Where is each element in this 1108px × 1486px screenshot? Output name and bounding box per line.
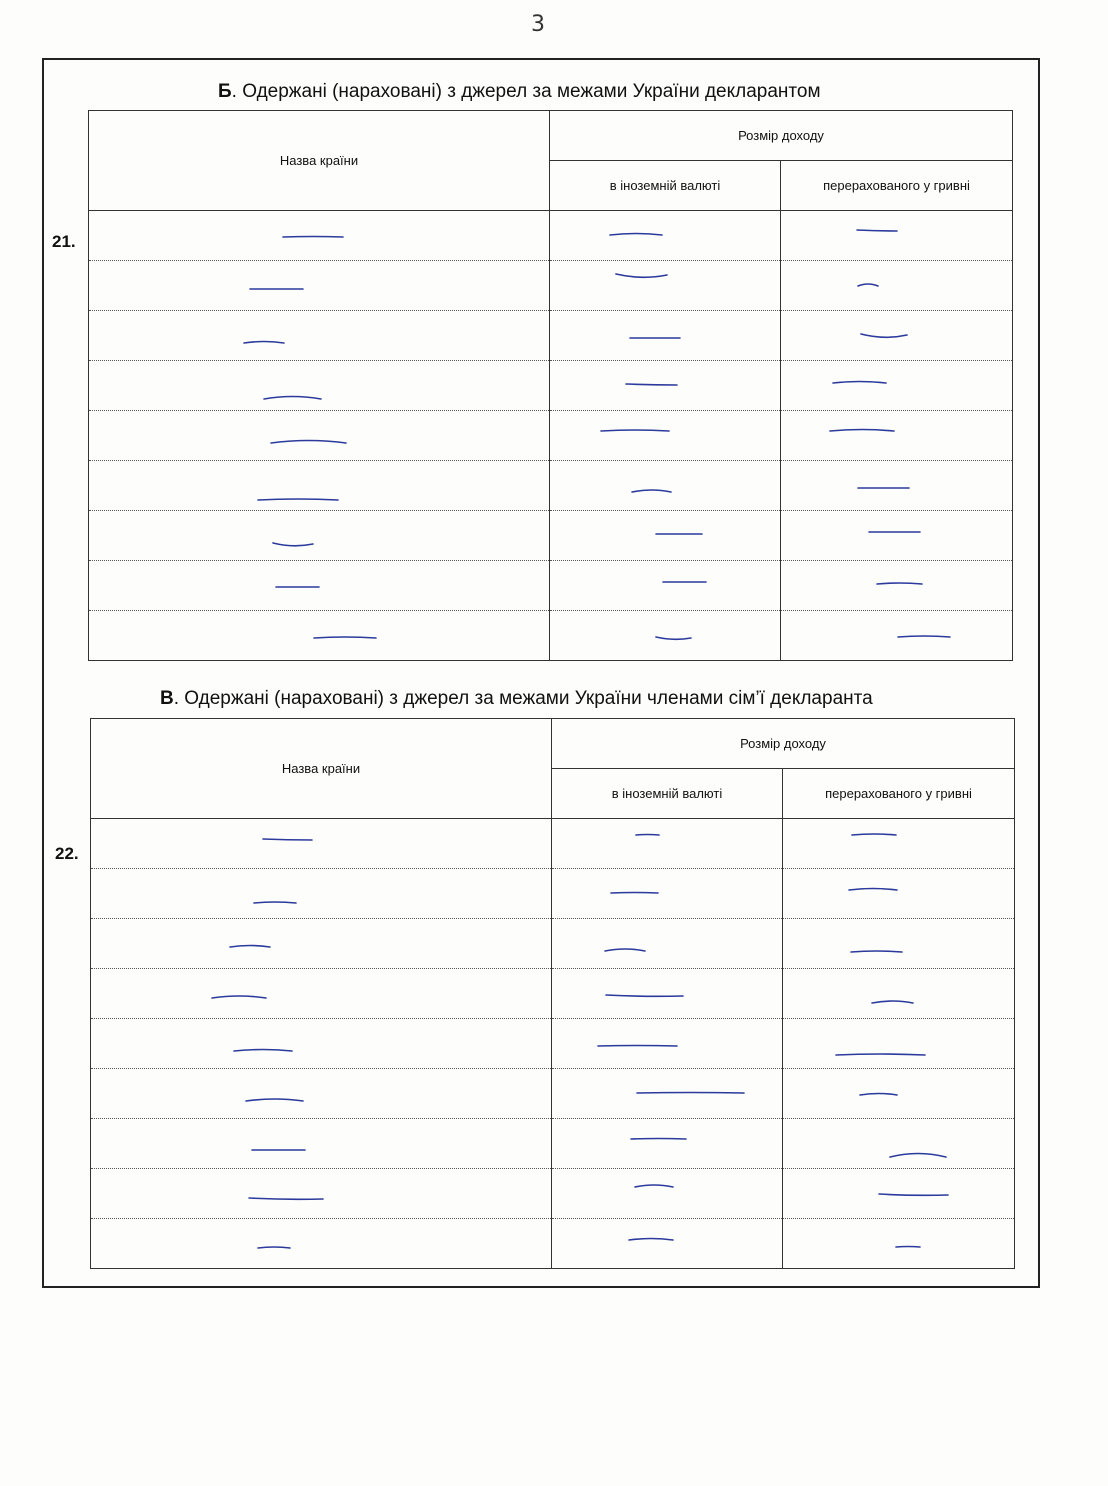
section-b-title <box>218 81 821 103</box>
table-row <box>91 1169 1015 1219</box>
uah-cell <box>783 969 1015 1019</box>
table-row <box>89 511 1013 561</box>
header-income-size: Розмір доходу <box>550 111 1013 161</box>
foreign-currency-cell <box>550 261 781 311</box>
table-row <box>89 411 1013 461</box>
foreign-currency-cell <box>550 211 781 261</box>
header-uah: перерахованого у гривні <box>783 769 1015 819</box>
header-income-size: Розмір доходу <box>552 719 1015 769</box>
foreign-currency-cell <box>552 1119 783 1169</box>
table-row <box>89 261 1013 311</box>
section-v-title-text: . Одержані (нараховані) з джерел за межами України членами сім’ї декларанта <box>173 688 873 709</box>
country-cell <box>89 311 550 361</box>
country-cell <box>91 1069 552 1119</box>
foreign-currency-cell <box>550 361 781 411</box>
foreign-currency-cell <box>552 919 783 969</box>
uah-cell <box>783 919 1015 969</box>
header-foreign-currency: в іноземній валюті <box>550 161 781 211</box>
country-cell <box>89 511 550 561</box>
foreign-currency-cell <box>552 969 783 1019</box>
country-cell <box>89 211 550 261</box>
foreign-currency-cell <box>550 411 781 461</box>
table-row <box>91 1219 1015 1269</box>
foreign-currency-cell <box>552 1169 783 1219</box>
table-row <box>91 1119 1015 1169</box>
uah-cell <box>781 461 1013 511</box>
country-cell <box>89 361 550 411</box>
foreign-currency-cell <box>552 1069 783 1119</box>
uah-cell <box>781 511 1013 561</box>
foreign-currency-cell <box>550 561 781 611</box>
table-row <box>91 819 1015 869</box>
country-cell <box>91 819 552 869</box>
row-number-21: 21. <box>52 232 76 251</box>
uah-cell <box>781 261 1013 311</box>
section-v-letter: В <box>160 688 174 709</box>
uah-cell <box>783 869 1015 919</box>
country-cell <box>89 611 550 661</box>
uah-cell <box>783 819 1015 869</box>
uah-cell <box>781 561 1013 611</box>
uah-cell <box>783 1169 1015 1219</box>
uah-cell <box>781 311 1013 361</box>
country-cell <box>89 561 550 611</box>
country-cell <box>91 869 552 919</box>
uah-cell <box>783 1069 1015 1119</box>
foreign-currency-cell <box>550 461 781 511</box>
uah-cell <box>783 1119 1015 1169</box>
income-table-abroad-family <box>90 718 1015 1269</box>
table-row <box>91 1019 1015 1069</box>
foreign-currency-cell <box>552 1019 783 1069</box>
foreign-currency-cell <box>552 819 783 869</box>
table-row <box>89 211 1013 261</box>
table-row <box>91 869 1015 919</box>
foreign-currency-cell <box>552 869 783 919</box>
header-country-name: Назва країни <box>91 719 552 819</box>
country-cell <box>91 969 552 1019</box>
income-table-abroad-declarant <box>88 110 1013 661</box>
foreign-currency-cell <box>550 611 781 661</box>
section-b-letter: Б <box>218 81 232 102</box>
country-cell <box>91 1019 552 1069</box>
uah-cell <box>781 611 1013 661</box>
uah-cell <box>783 1219 1015 1269</box>
country-cell <box>91 919 552 969</box>
section-b-title-text: . Одержані (нараховані) з джерел за межами України декларантом <box>231 81 821 102</box>
uah-cell <box>781 411 1013 461</box>
country-cell <box>91 1119 552 1169</box>
uah-cell <box>781 361 1013 411</box>
foreign-currency-cell <box>552 1219 783 1269</box>
country-cell <box>89 261 550 311</box>
country-cell <box>91 1219 552 1269</box>
header-uah: перерахованого у гривні <box>781 161 1013 211</box>
country-cell <box>89 461 550 511</box>
uah-cell <box>783 1019 1015 1069</box>
table-row <box>89 561 1013 611</box>
header-country-name: Назва країни <box>89 111 550 211</box>
uah-cell <box>781 211 1013 261</box>
country-cell <box>91 1169 552 1219</box>
foreign-currency-cell <box>550 311 781 361</box>
header-foreign-currency: в іноземній валюті <box>552 769 783 819</box>
table-row <box>89 611 1013 661</box>
table-row <box>91 1069 1015 1119</box>
table-row <box>91 969 1015 1019</box>
table-row <box>91 919 1015 969</box>
section-v-title <box>160 688 873 710</box>
row-number-22: 22. <box>55 844 79 863</box>
foreign-currency-cell <box>550 511 781 561</box>
country-cell <box>89 411 550 461</box>
page-number: 3 <box>531 12 545 37</box>
table-row <box>89 311 1013 361</box>
table-row <box>89 461 1013 511</box>
table-row <box>89 361 1013 411</box>
